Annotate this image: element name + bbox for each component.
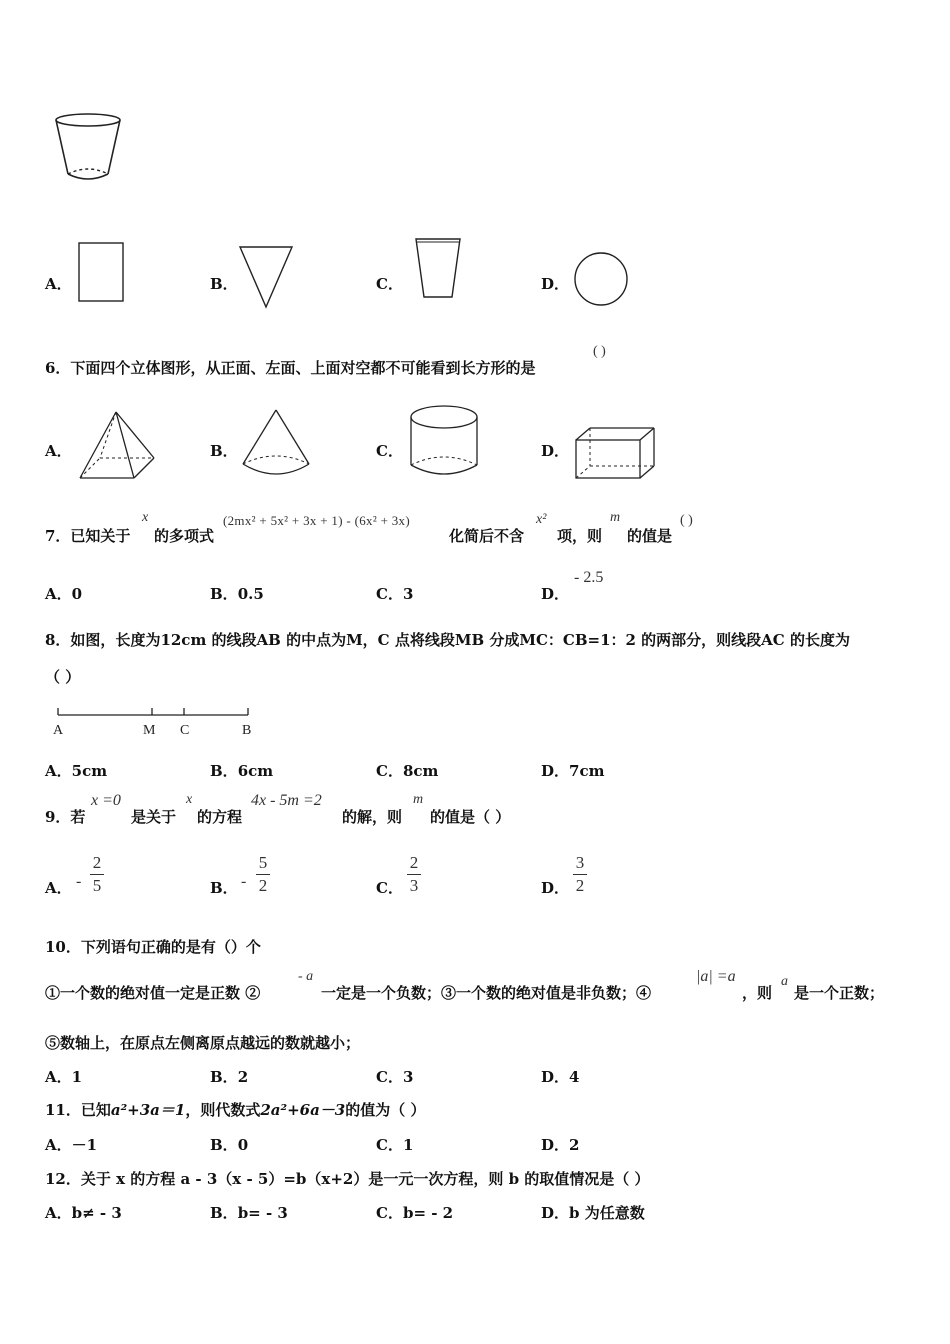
q7-stem-part-3: 化简后不含	[449, 527, 525, 545]
q5-option-b-label: B．	[210, 275, 238, 293]
q11-option-c[interactable]	[376, 1134, 413, 1155]
q9-option-b-denominator: 2	[258, 876, 268, 895]
q7-var-m: m	[610, 510, 621, 525]
q7-stem-line	[45, 510, 925, 550]
q10-neg-a: - a	[298, 969, 314, 984]
q8-label-c: C	[180, 723, 190, 738]
q8-option-c[interactable]	[376, 760, 438, 781]
q10-statement-5: ⑤数轴上，在原点左侧离原点越远的数就越小；	[45, 1034, 361, 1052]
q9-option-c-label: C．	[376, 879, 403, 897]
q11-option-c-label: C．	[376, 1136, 403, 1154]
q9-option-d-fraction-bar	[573, 874, 587, 875]
q9-stem-part-5: 的值是（ ）	[430, 808, 511, 826]
q6-option-a-label: A．	[45, 442, 72, 460]
q9-stem-part-1: 9．若	[45, 808, 86, 826]
q9-eq-x0: x =0	[91, 792, 121, 809]
q11-stem-part-3: 的值为（ ）	[345, 1101, 426, 1119]
q6-option-c-cylinder[interactable]	[408, 403, 482, 483]
q10-option-c-value: 3	[402, 1068, 414, 1086]
q8-option-d[interactable]	[541, 760, 604, 781]
q12-option-b-value: b= - 3	[237, 1204, 288, 1222]
q10-abs-equation: |a| =a	[696, 968, 736, 985]
q10-stem: 10．下列语句正确的是有（）个	[45, 938, 261, 956]
q8-option-b[interactable]	[210, 760, 273, 781]
q8-option-b-label: B．	[210, 762, 238, 780]
q11-option-a-label: A．	[45, 1136, 72, 1154]
q9-option-a-fraction-bar	[90, 874, 104, 875]
q9-option-a-label: A．	[45, 879, 72, 897]
q11-option-b[interactable]	[210, 1134, 248, 1155]
q7-option-d-label: D．	[541, 585, 570, 603]
q8-label-a: A	[53, 723, 64, 738]
q5-option-d-label: D．	[541, 275, 570, 293]
q8-option-a-label: A．	[45, 762, 72, 780]
q6-stem: 6．下面四个立体图形，从正面、左面、上面对空都不可能看到长方形的是	[45, 359, 536, 377]
q11-option-d-value: 2	[569, 1136, 580, 1154]
q8-option-c-label: C．	[376, 762, 403, 780]
q8-option-a-value: 5cm	[71, 762, 108, 780]
q7-answer-paren: ( )	[680, 513, 693, 528]
q5-option-c-trapezoid[interactable]	[414, 237, 464, 301]
q12-stem: 12．关于 x 的方程 a - 3（x - 5）=b（x+2）是一元一次方程，则 b 的取值情况是（ ）	[45, 1170, 650, 1188]
q11-stem-part-2: ，则代数式	[185, 1101, 261, 1119]
q10-statement-4-mid: ，则	[742, 984, 773, 1002]
q12-option-a-value: b≠ - 3	[71, 1204, 122, 1222]
q7-stem-part-2: 的多项式	[154, 527, 215, 545]
q9-option-d-denominator: 2	[575, 876, 585, 895]
q9-option-d-label: D．	[541, 879, 570, 897]
q9-option-c-denominator: 3	[409, 876, 419, 895]
q8-option-c-value: 8cm	[402, 762, 439, 780]
q10-option-b-value: 2	[237, 1068, 249, 1086]
q6-option-d-label: D．	[541, 442, 570, 460]
q6-option-d-cuboid[interactable]	[574, 426, 662, 482]
q10-option-d-value: 4	[569, 1068, 580, 1086]
q9-option-d-fraction	[573, 853, 587, 896]
q10-statement-2-3-4: 一定是一个负数；③一个数的绝对值是非负数；④	[321, 984, 652, 1002]
q9-option-d-numerator: 3	[575, 853, 585, 872]
q9-option-c-fraction-bar	[407, 874, 421, 875]
q11-option-c-value: 1	[402, 1136, 414, 1154]
q10-option-c-label: C．	[376, 1068, 403, 1086]
q8-option-a[interactable]	[45, 760, 107, 781]
q11-option-a-value: －1	[71, 1136, 98, 1154]
q7-option-b-value: 0.5	[237, 585, 264, 603]
q12-option-b-label: B．	[210, 1204, 238, 1222]
q10-statement-1-2: ①一个数的绝对值一定是正数 ②	[45, 984, 261, 1002]
q7-option-c[interactable]	[376, 583, 413, 604]
q12-option-a[interactable]	[45, 1202, 122, 1223]
q9-option-a-numerator: 2	[92, 853, 102, 872]
q11-expression-1: a²+3a＝1	[110, 1101, 186, 1119]
q11-option-b-label: B．	[210, 1136, 238, 1154]
q12-option-d[interactable]	[541, 1202, 645, 1223]
q12-option-d-value: b 为任意数	[569, 1204, 645, 1222]
q12-option-d-label: D．	[541, 1204, 570, 1222]
q10-option-b[interactable]	[210, 1066, 248, 1087]
q7-option-c-value: 3	[402, 585, 414, 603]
q7-stem-part-5: 的值是	[627, 527, 673, 545]
q5-option-a-label: A．	[45, 275, 72, 293]
q11-option-d[interactable]	[541, 1134, 579, 1155]
q9-option-b-fraction	[256, 853, 270, 896]
q9-option-c-fraction	[407, 853, 421, 896]
q6-option-a-pyramid[interactable]	[78, 410, 160, 482]
q7-option-a-label: A．	[45, 585, 72, 603]
q9-option-b-label: B．	[210, 879, 238, 897]
q8-label-b: B	[242, 723, 252, 738]
q12-option-c-value: b= - 2	[402, 1204, 454, 1222]
q11-stem	[45, 1099, 425, 1120]
q8-stem-line-1: 8．如图，长度为12cm 的线段AB 的中点为M，C 点将线段MB 分成MC：CB=1：2 的两部分，则线段AC 的长度为	[45, 631, 850, 649]
q9-var-m: m	[413, 792, 424, 807]
q10-option-d-label: D．	[541, 1068, 570, 1086]
q8-label-m: M	[143, 723, 156, 738]
q11-option-d-label: D．	[541, 1136, 570, 1154]
q6-answer-paren: ( )	[593, 344, 606, 359]
q7-var-x: x	[142, 510, 149, 525]
q6-option-b-cone[interactable]	[240, 408, 316, 484]
q9-stem-part-3: 的方程	[197, 808, 243, 826]
q7-stem-part-1: 7．已知关于	[45, 527, 131, 545]
q9-option-b-sign: -	[241, 873, 247, 890]
q7-option-b[interactable]	[210, 583, 264, 604]
q7-option-c-label: C．	[376, 585, 403, 603]
q11-option-a[interactable]	[45, 1134, 97, 1155]
q11-stem-part-1: 11．已知	[45, 1101, 111, 1119]
q7-option-a-value: 0	[71, 585, 83, 603]
q10-var-a: a	[781, 974, 788, 989]
q8-option-d-label: D．	[541, 762, 570, 780]
q10-option-c[interactable]	[376, 1066, 413, 1087]
q9-option-c-numerator: 2	[409, 853, 419, 872]
q5-option-a-rectangle[interactable]	[78, 242, 128, 304]
q12-option-b[interactable]	[210, 1202, 288, 1223]
q12-option-c[interactable]	[376, 1202, 453, 1223]
q7-polynomial: (2mx² + 5x² + 3x + 1) - (6x² + 3x)	[223, 513, 410, 528]
q10-option-a[interactable]	[45, 1066, 82, 1087]
q8-segment-figure	[50, 705, 260, 741]
q9-option-b-numerator: 5	[258, 853, 268, 872]
q6-option-b-label: B．	[210, 442, 238, 460]
q9-stem-line	[45, 792, 925, 832]
q9-stem-part-4: 的解，则	[342, 808, 403, 826]
q8-option-b-value: 6cm	[237, 762, 274, 780]
q11-option-b-value: 0	[237, 1136, 249, 1154]
q7-option-a[interactable]	[45, 583, 82, 604]
q12-option-a-label: A．	[45, 1204, 72, 1222]
q7-stem-part-4: 项，则	[557, 527, 603, 545]
q5-option-b-triangle[interactable]	[238, 245, 296, 309]
q5-option-d-circle[interactable]	[573, 252, 631, 310]
q10-option-a-value: 1	[71, 1068, 83, 1086]
q9-var-x: x	[186, 792, 193, 807]
q11-expression-2: 2a²+6a－3	[260, 1101, 346, 1119]
q10-option-d[interactable]	[541, 1066, 579, 1087]
q6-option-c-label: C．	[376, 442, 403, 460]
q7-option-d[interactable]	[541, 583, 569, 604]
q8-stem-line-2: （ ）	[45, 668, 81, 686]
q9-option-a-denominator: 5	[92, 876, 102, 895]
q9-equation: 4x - 5m =2	[251, 792, 322, 809]
q7-option-b-label: B．	[210, 585, 238, 603]
q9-option-a-fraction	[90, 853, 104, 896]
cup-figure	[50, 108, 130, 188]
q10-option-a-label: A．	[45, 1068, 72, 1086]
q5-option-c-label: C．	[376, 275, 403, 293]
q9-option-b-fraction-bar	[256, 874, 270, 875]
q7-option-d-value: - 2.5	[574, 569, 604, 586]
q10-option-b-label: B．	[210, 1068, 238, 1086]
q9-option-a-sign: -	[76, 873, 82, 890]
q10-statement-4-end: 是一个正数；	[794, 984, 885, 1002]
q9-stem-part-2: 是关于	[131, 808, 177, 826]
q7-term: x²	[536, 512, 547, 527]
q12-option-c-label: C．	[376, 1204, 403, 1222]
q8-option-d-value: 7cm	[569, 762, 605, 780]
q10-statements-line-1	[45, 968, 935, 1004]
